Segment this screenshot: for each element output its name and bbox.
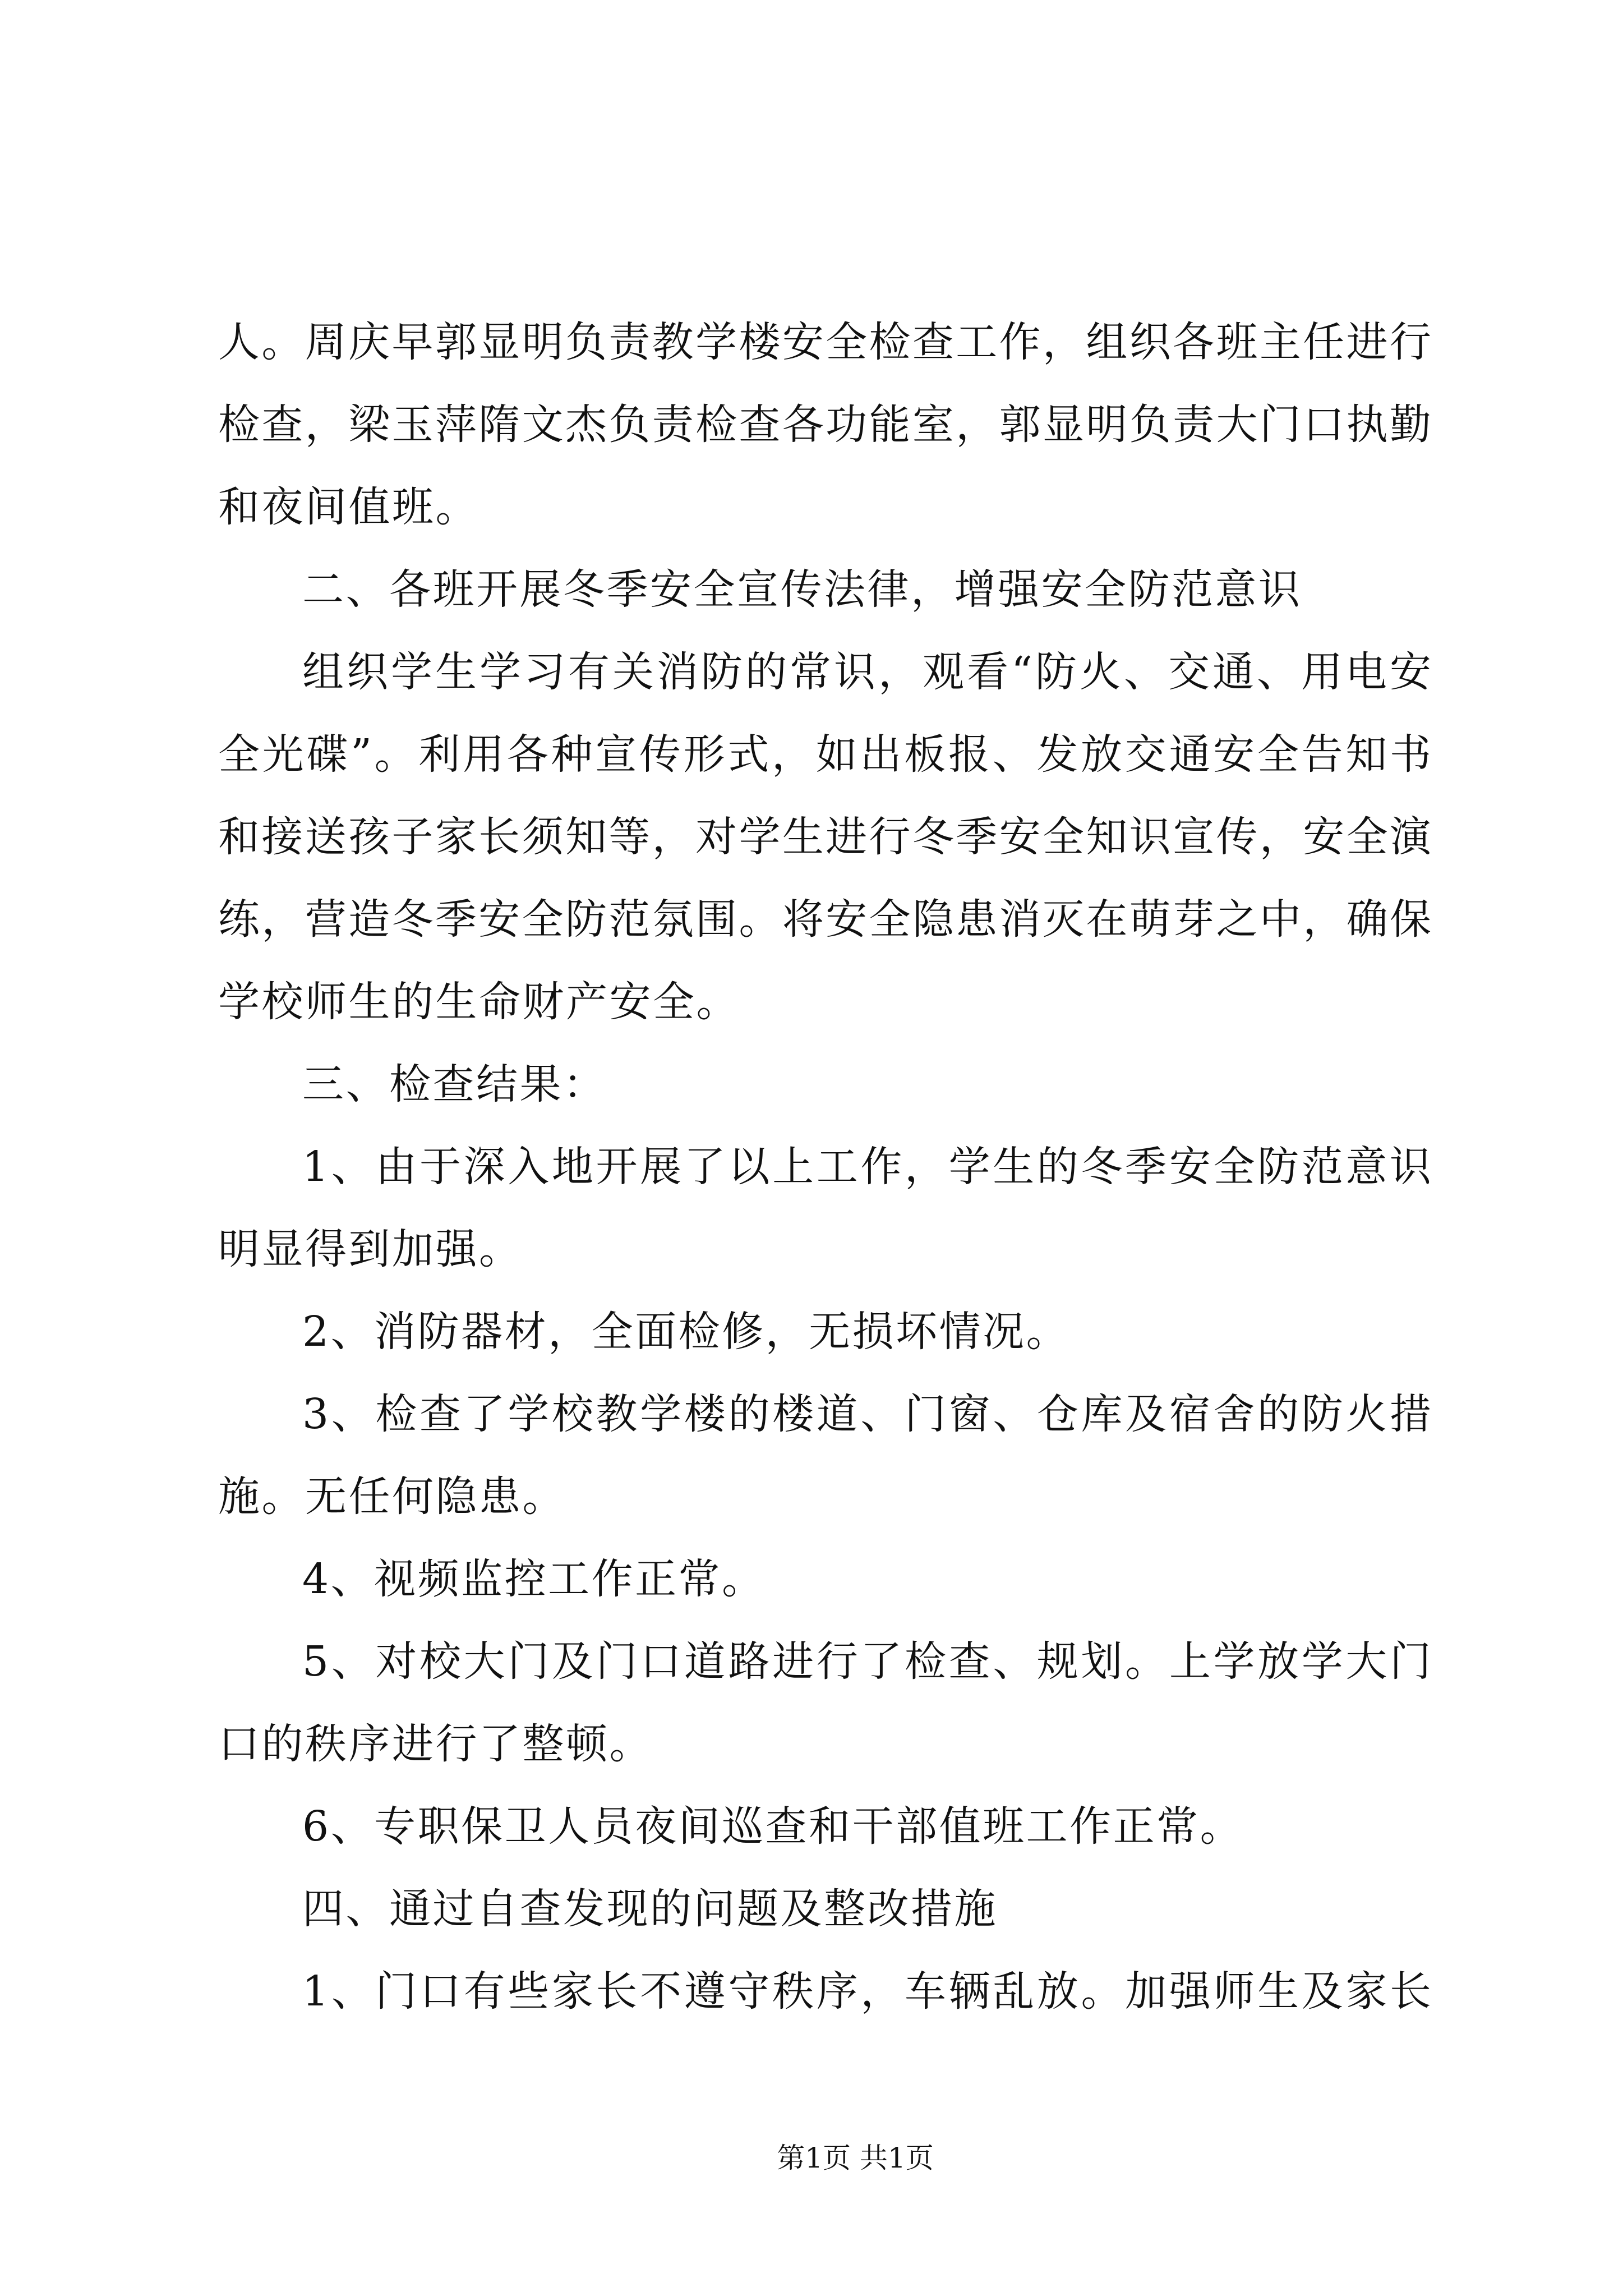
text-line: 2、消防器材，全面检修，无损坏情况。 [302,1308,1070,1356]
text-line: 学校师生的生命财产安全。 [218,978,740,1026]
section-heading-text: 三、检查结果： [302,1060,607,1108]
text-line: 6、专职保卫人员夜间巡查和干部值班工作正常。 [302,1802,1244,1851]
text-line: 人。周庆早郭显明负责教学楼安全检查工作，组织各班主任进行 [218,318,1431,366]
text-line: 全光碟”。利用各种宣传形式，如出板报、发放交通安全告知书 [218,730,1431,779]
text-line: 5、对校大门及门口道路进行了检查、规划。上学放学大门 [302,1637,1431,1686]
section-heading [218,1043,1431,1126]
paragraph [218,301,1431,549]
text-line: 组织学生学习有关消防的常识，观看“防火、交通、用电安 [302,648,1431,696]
list-item [218,1538,1431,1621]
list-item [218,1950,1431,2033]
text-line: 和接送孩子家长须知等，对学生进行冬季安全知识宣传，安全演 [218,813,1431,861]
paragraph [218,631,1431,1043]
text-line: 和夜间值班。 [218,483,479,531]
section-heading-text: 二、各班开展冬季安全宣传法律，增强安全防范意识 [302,565,1302,614]
section-heading [218,1868,1431,1950]
list-item [218,1786,1431,1868]
section-heading [218,549,1431,631]
list-item [218,1126,1431,1291]
text-line: 口的秩序进行了整顿。 [218,1720,653,1768]
text-line: 4、视频监控工作正常。 [302,1555,766,1603]
body-text [218,301,1431,2033]
page-number-footer: 第1页 共1页 [777,2142,934,2174]
text-line: 施。无任何隐患。 [218,1473,566,1521]
text-line: 1、门口有些家长不遵守秩序，车辆乱放。加强师生及家长 [302,1967,1431,2016]
text-line: 1、由于深入地开展了以上工作，学生的冬季安全防范意识 [302,1143,1431,1191]
text-line: 3、检查了学校教学楼的楼道、门窗、仓库及宿舍的防火措 [302,1390,1431,1438]
text-line: 检查，梁玉萍隋文杰负责检查各功能室，郭显明负责大门口执勤 [218,401,1431,449]
section-heading-text: 四、通过自查发现的问题及整改措施 [302,1885,998,1933]
list-item [218,1621,1431,1786]
list-item [218,1373,1431,1538]
text-line: 明显得到加强。 [218,1225,523,1273]
text-line: 练，营造冬季安全防范氛围。将安全隐患消灭在萌芽之中，确保 [218,895,1431,944]
list-item [218,1291,1431,1373]
